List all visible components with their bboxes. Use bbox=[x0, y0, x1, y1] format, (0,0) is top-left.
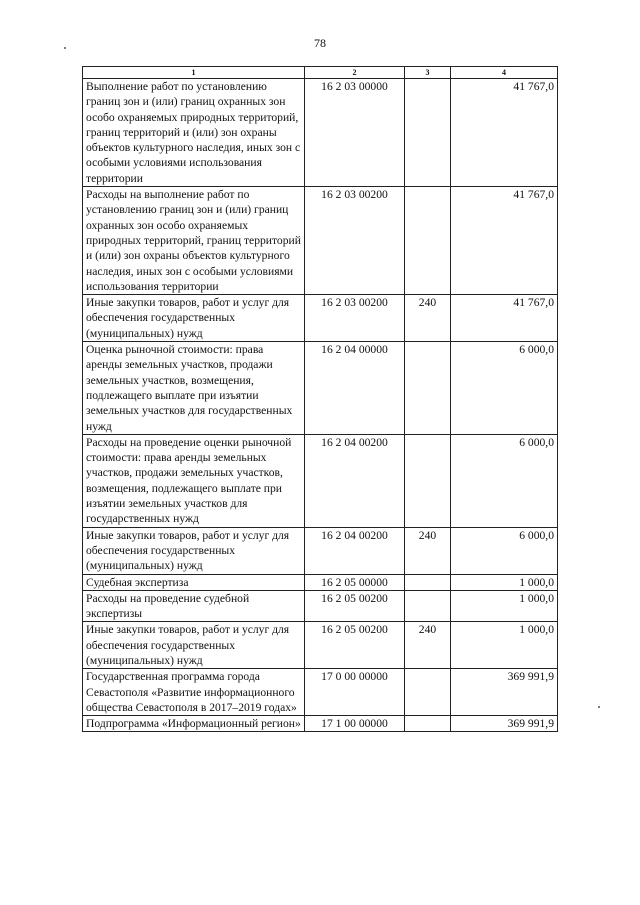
table-row bbox=[83, 79, 558, 187]
column-header-1: 1 bbox=[83, 67, 305, 79]
row-sum: 41 767,0 bbox=[451, 295, 558, 342]
table-row bbox=[83, 434, 558, 527]
row-code: 16 2 03 00000 bbox=[305, 79, 405, 187]
row-sum: 6 000,0 bbox=[451, 342, 558, 435]
row-name: Оценка рыночной стоимости: права аренды земельных участков, продажи земельных участков, возмещения, подлежащего выплате при изъятии земельных участков для государственных нужд bbox=[83, 342, 305, 435]
row-code: 17 0 00 00000 bbox=[305, 669, 405, 716]
table-row bbox=[83, 527, 558, 574]
column-header-4: 4 bbox=[451, 67, 558, 79]
row-code: 16 2 04 00200 bbox=[305, 527, 405, 574]
page-number: 78 bbox=[314, 36, 326, 50]
row-sum: 1 000,0 bbox=[451, 574, 558, 590]
row-code: 17 1 00 00000 bbox=[305, 716, 405, 732]
row-name: Судебная экспертиза bbox=[83, 574, 305, 590]
row-code: 16 2 05 00200 bbox=[305, 590, 405, 622]
table-row bbox=[83, 622, 558, 669]
row-type bbox=[405, 187, 451, 295]
row-sum: 1 000,0 bbox=[451, 622, 558, 669]
row-name: Иные закупки товаров, работ и услуг для обеспечения государственных (муниципальных) нужд bbox=[83, 527, 305, 574]
row-code: 16 2 05 00000 bbox=[305, 574, 405, 590]
row-type bbox=[405, 669, 451, 716]
budget-table bbox=[82, 66, 558, 732]
row-type bbox=[405, 574, 451, 590]
row-type bbox=[405, 590, 451, 622]
row-name: Расходы на выполнение работ по установлению границ зон и (или) границ охранных зон особо охраняемых природных территорий, границ территорий и (или) зон охраны объектов культурного наследия, иных зон с особыми условиями использования территории bbox=[83, 187, 305, 295]
row-sum: 1 000,0 bbox=[451, 590, 558, 622]
row-name: Расходы на проведение оценки рыночной стоимости: права аренды земельных участков, продажи земельных участков, возмещения, подлежащего выплате при изъятии земельных участков для государственных нужд bbox=[83, 434, 305, 527]
table-row bbox=[83, 716, 558, 732]
table-row bbox=[83, 574, 558, 590]
table-row bbox=[83, 342, 558, 435]
row-type: 240 bbox=[405, 527, 451, 574]
row-sum: 41 767,0 bbox=[451, 187, 558, 295]
row-type: 240 bbox=[405, 622, 451, 669]
row-sum: 369 991,9 bbox=[451, 669, 558, 716]
scan-speck bbox=[64, 47, 66, 49]
column-header-2: 2 bbox=[305, 67, 405, 79]
row-type bbox=[405, 716, 451, 732]
row-sum: 6 000,0 bbox=[451, 434, 558, 527]
row-code: 16 2 04 00200 bbox=[305, 434, 405, 527]
row-name: Иные закупки товаров, работ и услуг для обеспечения государственных (муниципальных) нужд bbox=[83, 622, 305, 669]
row-name: Подпрограмма «Информационный регион» bbox=[83, 716, 305, 732]
row-name: Иные закупки товаров, работ и услуг для обеспечения государственных (муниципальных) нужд bbox=[83, 295, 305, 342]
row-type bbox=[405, 434, 451, 527]
row-name: Выполнение работ по установлению границ зон и (или) границ охранных зон особо охраняемых природных территорий, границ территорий и (или) зон охраны объектов культурного наследия, иных зон с особыми условиями использования территории bbox=[83, 79, 305, 187]
row-code: 16 2 03 00200 bbox=[305, 295, 405, 342]
row-name: Расходы на проведение судебной экспертизы bbox=[83, 590, 305, 622]
header-row bbox=[83, 67, 558, 79]
row-name: Государственная программа города Севастополя «Развитие информационного общества Севастополя в 2017–2019 годах» bbox=[83, 669, 305, 716]
row-code: 16 2 03 00200 bbox=[305, 187, 405, 295]
table-row bbox=[83, 669, 558, 716]
row-sum: 369 991,9 bbox=[451, 716, 558, 732]
row-code: 16 2 04 00000 bbox=[305, 342, 405, 435]
row-type: 240 bbox=[405, 295, 451, 342]
row-sum: 41 767,0 bbox=[451, 79, 558, 187]
row-type bbox=[405, 79, 451, 187]
table-row bbox=[83, 187, 558, 295]
row-code: 16 2 05 00200 bbox=[305, 622, 405, 669]
scan-speck bbox=[598, 706, 600, 708]
row-sum: 6 000,0 bbox=[451, 527, 558, 574]
table-row bbox=[83, 295, 558, 342]
row-type bbox=[405, 342, 451, 435]
table-row bbox=[83, 590, 558, 622]
column-header-3: 3 bbox=[405, 67, 451, 79]
